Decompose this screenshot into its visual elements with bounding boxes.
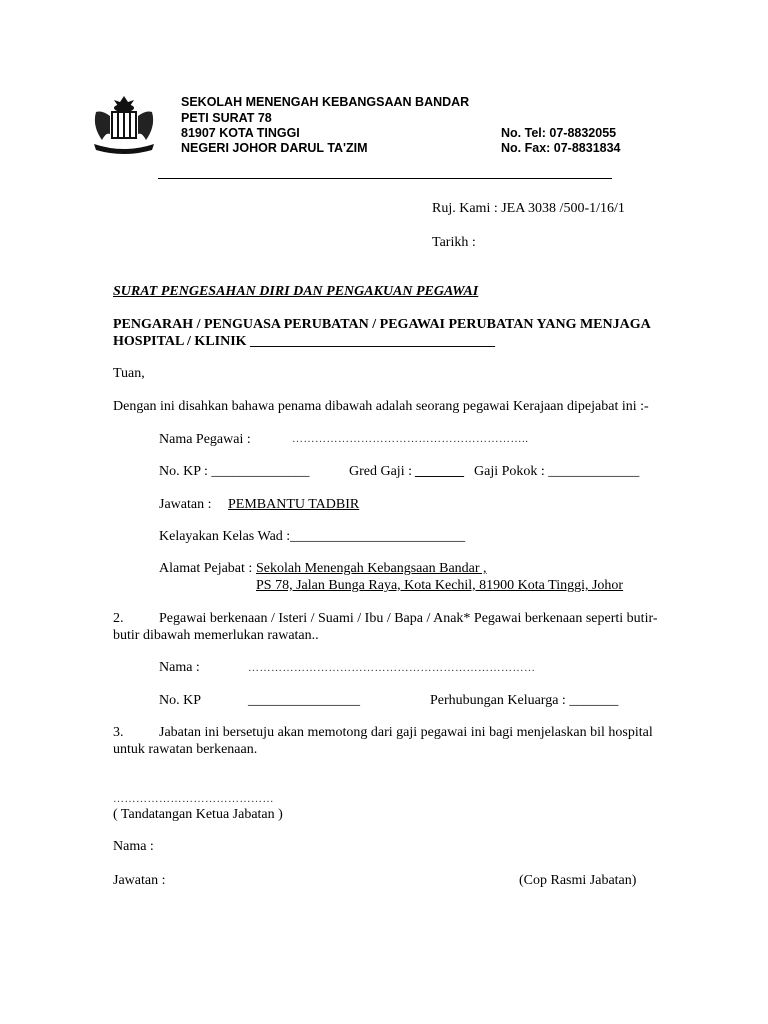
school-name: SEKOLAH MENENGAH KEBANGSAAN BANDAR xyxy=(181,95,470,109)
official-stamp-label: (Cop Rasmi Jabatan) xyxy=(519,873,637,888)
patient-name-dots: ………………………………………………………………… xyxy=(248,662,536,674)
para3-number: 3. xyxy=(113,725,124,740)
officer-name-label: Nama Pegawai : xyxy=(159,432,251,447)
addressee-line-1: PENGARAH / PENGUASA PERUBATAN / PEGAWAI PERUBATAN YANG MENJAGA xyxy=(113,317,651,332)
position-label: Jawatan : xyxy=(159,497,212,512)
ic-number-field: No. KP : ______________ xyxy=(159,464,310,479)
phone-number: No. Tel: 07-8832055 xyxy=(501,126,617,140)
patient-name-label: Nama : xyxy=(159,660,200,675)
salutation: Tuan, xyxy=(113,366,145,381)
para2-line-1: Pegawai berkenaan / Isteri / Suami / Ibu / Bapa / Anak* Pegawai berkenaan seperti butir- xyxy=(159,611,658,626)
address-line-1: PETI SURAT 78 xyxy=(181,111,272,125)
signature-dots: …………………………………… xyxy=(113,793,274,805)
addressee-line-2: HOSPITAL / KLINIK ___________________________________ xyxy=(113,334,496,349)
signature-label: ( Tandatangan Ketua Jabatan ) xyxy=(113,807,283,822)
para3-line-2: untuk rawatan berkenaan. xyxy=(113,742,258,757)
para2-line-2: butir dibawah memerlukan rawatan.. xyxy=(113,628,319,643)
intro-text: Dengan ini disahkan bahawa penama dibawah adalah seorang pegawai Kerajaan dipejabat ini :- xyxy=(113,399,649,414)
office-address-line-1: Sekolah Menengah Kebangsaan Bandar , xyxy=(256,561,487,576)
patient-ic-blank: ________________ xyxy=(248,693,360,708)
ward-class-field: Kelayakan Kelas Wad :_________________________ xyxy=(159,529,466,544)
date-label: Tarikh : xyxy=(432,235,476,250)
address-line-2: 81907 KOTA TINGGI xyxy=(181,126,300,140)
family-relation-field: Perhubungan Keluarga : _______ xyxy=(430,693,619,708)
coat-of-arms-logo xyxy=(88,92,160,156)
fax-number: No. Fax: 07-8831834 xyxy=(501,141,621,155)
para2-number: 2. xyxy=(113,611,124,626)
reference-number: Ruj. Kami : JEA 3038 /500-1/16/1 xyxy=(432,201,625,216)
basic-salary-field: Gaji Pokok : _____________ xyxy=(474,464,640,479)
patient-ic-label: No. KP xyxy=(159,693,202,708)
position-value: PEMBANTU TADBIR xyxy=(228,497,360,512)
para3-line-1: Jabatan ini bersetuju akan memotong dari gaji pegawai ini bagi menjelaskan bil hospital xyxy=(159,725,653,740)
office-address-label: Alamat Pejabat : xyxy=(159,561,253,576)
letter-title: SURAT PENGESAHAN DIRI DAN PENGAKUAN PEGAWAI xyxy=(113,284,479,299)
header-divider xyxy=(158,178,612,179)
signatory-position-label: Jawatan : xyxy=(113,873,166,888)
officer-name-dots: …………………………………………………….. xyxy=(292,433,529,445)
signatory-name-label: Nama : xyxy=(113,839,154,854)
office-address-line-2: PS 78, Jalan Bunga Raya, Kota Kechil, 81900 Kota Tinggi, Johor xyxy=(256,578,624,593)
address-line-3: NEGERI JOHOR DARUL TA'ZIM xyxy=(181,141,368,155)
salary-grade-label: Gred Gaji : xyxy=(349,464,412,479)
salary-grade-blank: _______ xyxy=(415,464,464,479)
